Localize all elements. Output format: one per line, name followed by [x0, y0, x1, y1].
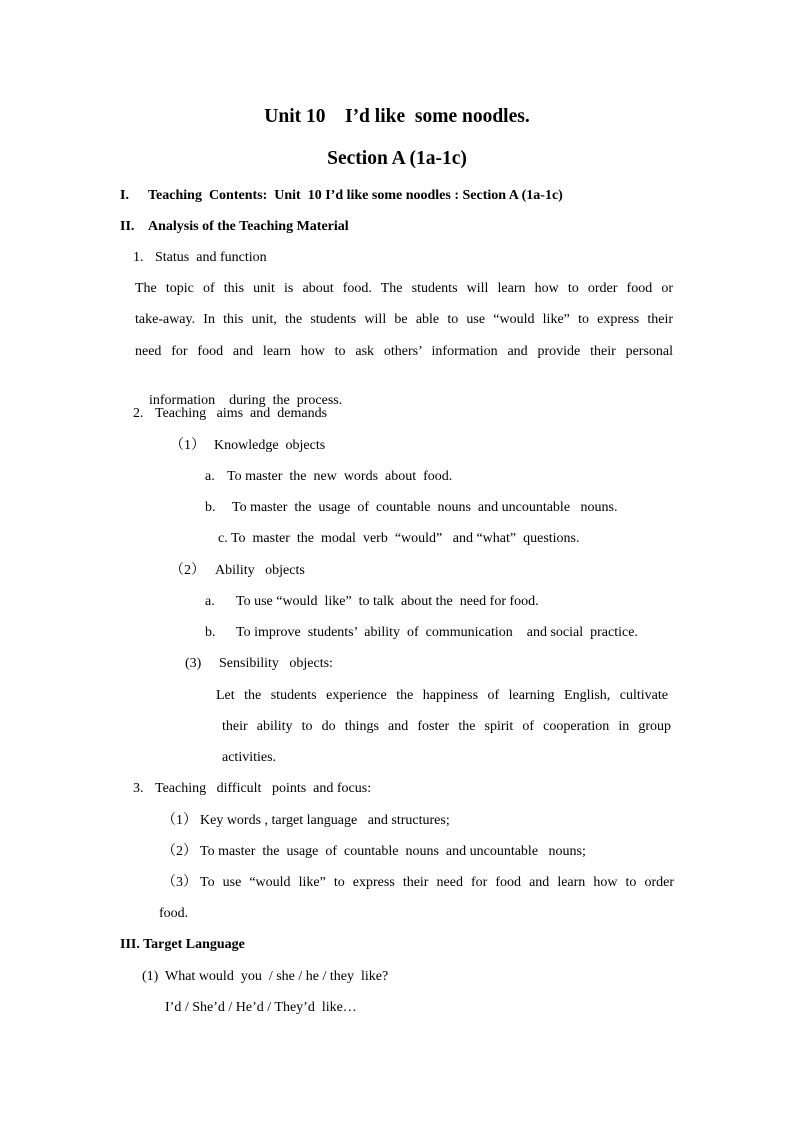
item-text: To improve students’ ability of communication and social practice. — [236, 625, 638, 640]
ability-item-b — [205, 624, 638, 642]
subtitle-text: Section A (1a-1c) — [327, 148, 467, 169]
item-text: Teaching aims and demands — [155, 406, 328, 421]
paragraph-line — [222, 749, 276, 767]
item-3-heading — [133, 780, 371, 798]
title-text: Unit 10 I’d like some noodles. — [264, 106, 530, 127]
item-text: Teaching difficult points and focus: — [155, 781, 372, 796]
paragraph-line — [135, 311, 673, 329]
section-text: Analysis of the Teaching Material — [148, 219, 349, 234]
item-1-heading — [133, 249, 267, 267]
item-text: I’d / She’d / He’d / They’d like… — [165, 1000, 357, 1015]
item-text: Knowledge objects — [214, 438, 326, 453]
item-text: Sensibility objects: — [219, 656, 333, 671]
paragraph-text: activities. — [222, 750, 277, 765]
paragraph-text: their ability to do things and foster the spirit of cooperation in group — [222, 719, 671, 734]
paragraph-line — [222, 718, 671, 736]
knowledge-item-c — [218, 530, 580, 548]
paragraph-line — [135, 280, 673, 298]
item-number: （3） — [162, 875, 197, 890]
item-number: (3) — [185, 656, 202, 671]
item-number: b. — [205, 500, 216, 515]
item-number: b. — [205, 625, 216, 640]
item-text: Status and function — [155, 250, 267, 265]
sensibility-heading — [185, 655, 333, 673]
item-number: （1） — [170, 438, 205, 453]
target-item-1-answer — [165, 999, 357, 1017]
paragraph-text: need for food and learn how to ask others’ information and provide their personal — [135, 344, 673, 359]
item-text: To master the new words about food. — [227, 469, 453, 484]
focus-item-3 — [162, 874, 674, 892]
section-text: Teaching Contents: Unit 10 I’d like some noodles : Section A (1a-1c) — [148, 188, 563, 203]
focus-item-3-continued — [159, 905, 188, 923]
item-number: a. — [205, 594, 215, 609]
focus-item-2 — [162, 843, 586, 861]
item-text: To master the usage of countable nouns and uncountable nouns. — [232, 500, 618, 515]
item-text: To use “would like” to talk about the need for food. — [236, 594, 539, 609]
item-text: What would you / she / he / they like? — [165, 969, 389, 984]
section-number: I. — [120, 188, 129, 203]
item-text: c. To master the modal verb “would” and “what” questions. — [218, 531, 580, 546]
item-number: (1) — [142, 969, 159, 984]
item-text: To master the usage of countable nouns and uncountable nouns; — [200, 844, 586, 859]
section-2-heading — [120, 218, 349, 236]
item-number: 3. — [133, 781, 144, 796]
section-text: III. Target Language — [120, 937, 245, 952]
paragraph-line — [216, 687, 668, 705]
item-number: a. — [205, 469, 215, 484]
section-3-heading — [120, 936, 245, 954]
section-number: II. — [120, 219, 135, 234]
document-title — [0, 105, 794, 129]
paragraph-line — [135, 343, 673, 361]
paragraph-text: take-away. In this unit, the students will be able to use “would like” to express their — [135, 312, 673, 327]
item-number: 1. — [133, 250, 144, 265]
target-item-1 — [142, 968, 388, 986]
knowledge-item-a — [205, 468, 452, 486]
item-text: Key words , target language and structures; — [200, 813, 450, 828]
item-text: To use “would like” to express their need for food and learn how to order — [200, 875, 674, 890]
knowledge-item-b — [205, 499, 618, 517]
knowledge-heading — [170, 437, 325, 455]
item-number: （2） — [170, 563, 205, 578]
paragraph-text: The topic of this unit is about food. The students will learn how to order food or — [135, 281, 673, 296]
item-text: Ability objects — [215, 563, 305, 578]
paragraph-text: information during the process. — [149, 393, 343, 408]
item-number: （2） — [162, 844, 197, 859]
section-1-heading — [120, 187, 563, 205]
item-text: food. — [159, 906, 189, 921]
item-2-heading — [133, 405, 327, 423]
focus-item-1 — [162, 812, 450, 830]
ability-item-a — [205, 593, 539, 611]
paragraph-text: Let the students experience the happiness of learning English, cultivate — [216, 688, 668, 703]
document-subtitle — [0, 147, 794, 171]
item-number: 2. — [133, 406, 144, 421]
ability-heading — [170, 562, 305, 580]
item-number: （1） — [162, 813, 197, 828]
